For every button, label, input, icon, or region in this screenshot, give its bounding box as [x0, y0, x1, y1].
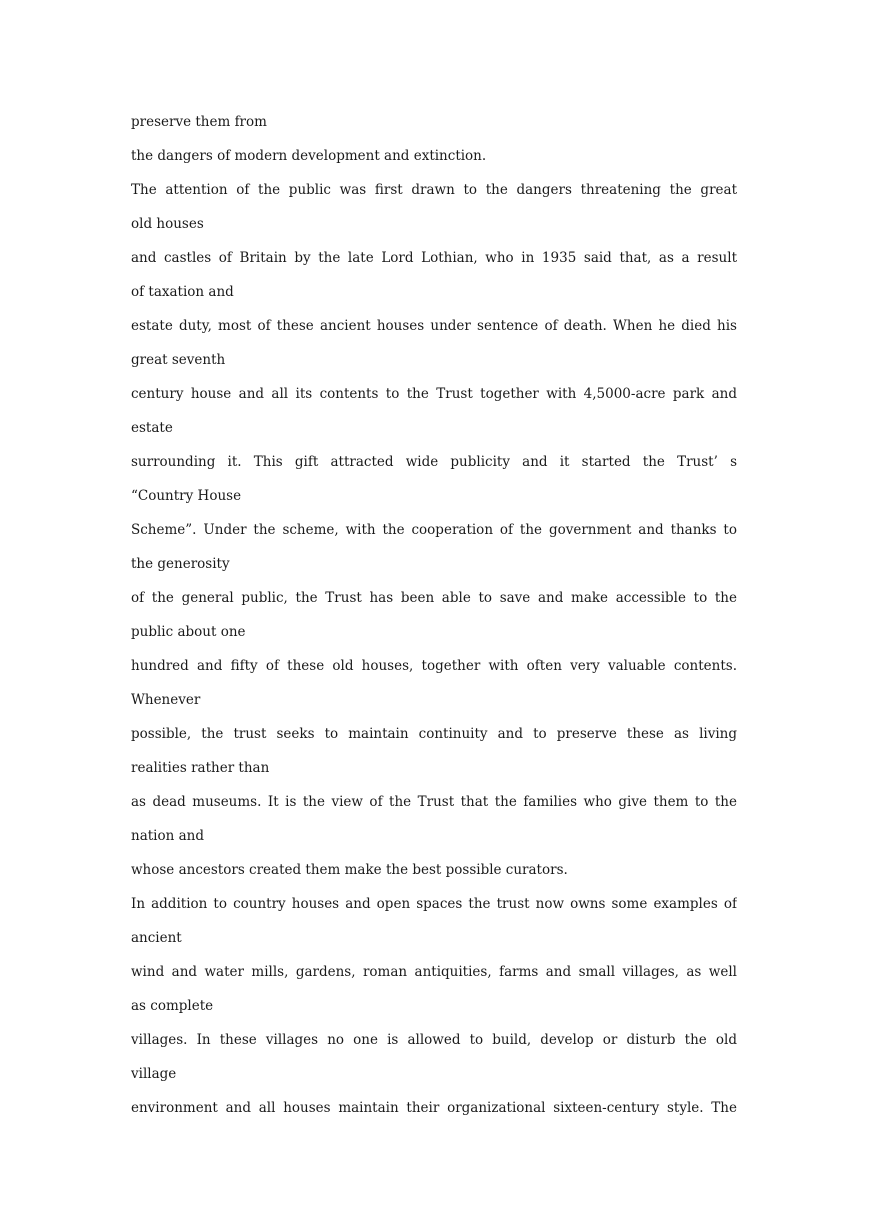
- text-line: old houses: [131, 216, 204, 232]
- text-line: possible, the trust seeks to maintain continuity and to preserve these as living: [131, 726, 737, 742]
- text-line: nation and: [131, 828, 204, 844]
- text-line: and castles of Britain by the late Lord Lothian, who in 1935 said that, as a result: [131, 250, 737, 266]
- text-line: of the general public, the Trust has been able to save and make accessible to the: [131, 590, 737, 606]
- text-line: Whenever: [131, 692, 201, 708]
- text-line: In addition to country houses and open spaces the trust now owns some examples of: [131, 896, 737, 912]
- text-line: environment and all houses maintain their organizational sixteen-century style. The: [131, 1100, 737, 1116]
- text-line: great seventh: [131, 352, 226, 368]
- text-line: the dangers of modern development and extinction.: [131, 148, 487, 164]
- text-line: villages. In these villages no one is allowed to build, develop or disturb the old: [131, 1032, 737, 1048]
- text-line: village: [131, 1066, 177, 1082]
- text-line: realities rather than: [131, 760, 270, 776]
- text-line: estate duty, most of these ancient houses under sentence of death. When he died his: [131, 318, 737, 334]
- text-line: wind and water mills, gardens, roman antiquities, farms and small villages, as well: [131, 964, 737, 980]
- document-body: [131, 105, 737, 1125]
- text-line: preserve them from: [131, 114, 267, 130]
- text-line: public about one: [131, 624, 246, 640]
- text-line: as dead museums. It is the view of the Trust that the families who give them to the: [131, 794, 737, 810]
- text-line: hundred and fifty of these old houses, together with often very valuable contents.: [131, 658, 737, 674]
- text-line: century house and all its contents to the Trust together with 4,5000-acre park and: [131, 386, 737, 402]
- text-line: surrounding it. This gift attracted wide publicity and it started the Trust’ s: [131, 454, 737, 470]
- text-line: The attention of the public was first drawn to the dangers threatening the great: [131, 182, 737, 198]
- text-line: “Country House: [131, 488, 242, 504]
- text-line: the generosity: [131, 556, 230, 572]
- text-line: estate: [131, 420, 173, 436]
- text-line: whose ancestors created them make the best possible curators.: [131, 862, 568, 878]
- text-line: as complete: [131, 998, 214, 1014]
- text-line: Scheme”. Under the scheme, with the cooperation of the government and thanks to: [131, 522, 737, 538]
- text-line: ancient: [131, 930, 182, 946]
- text-line: of taxation and: [131, 284, 234, 300]
